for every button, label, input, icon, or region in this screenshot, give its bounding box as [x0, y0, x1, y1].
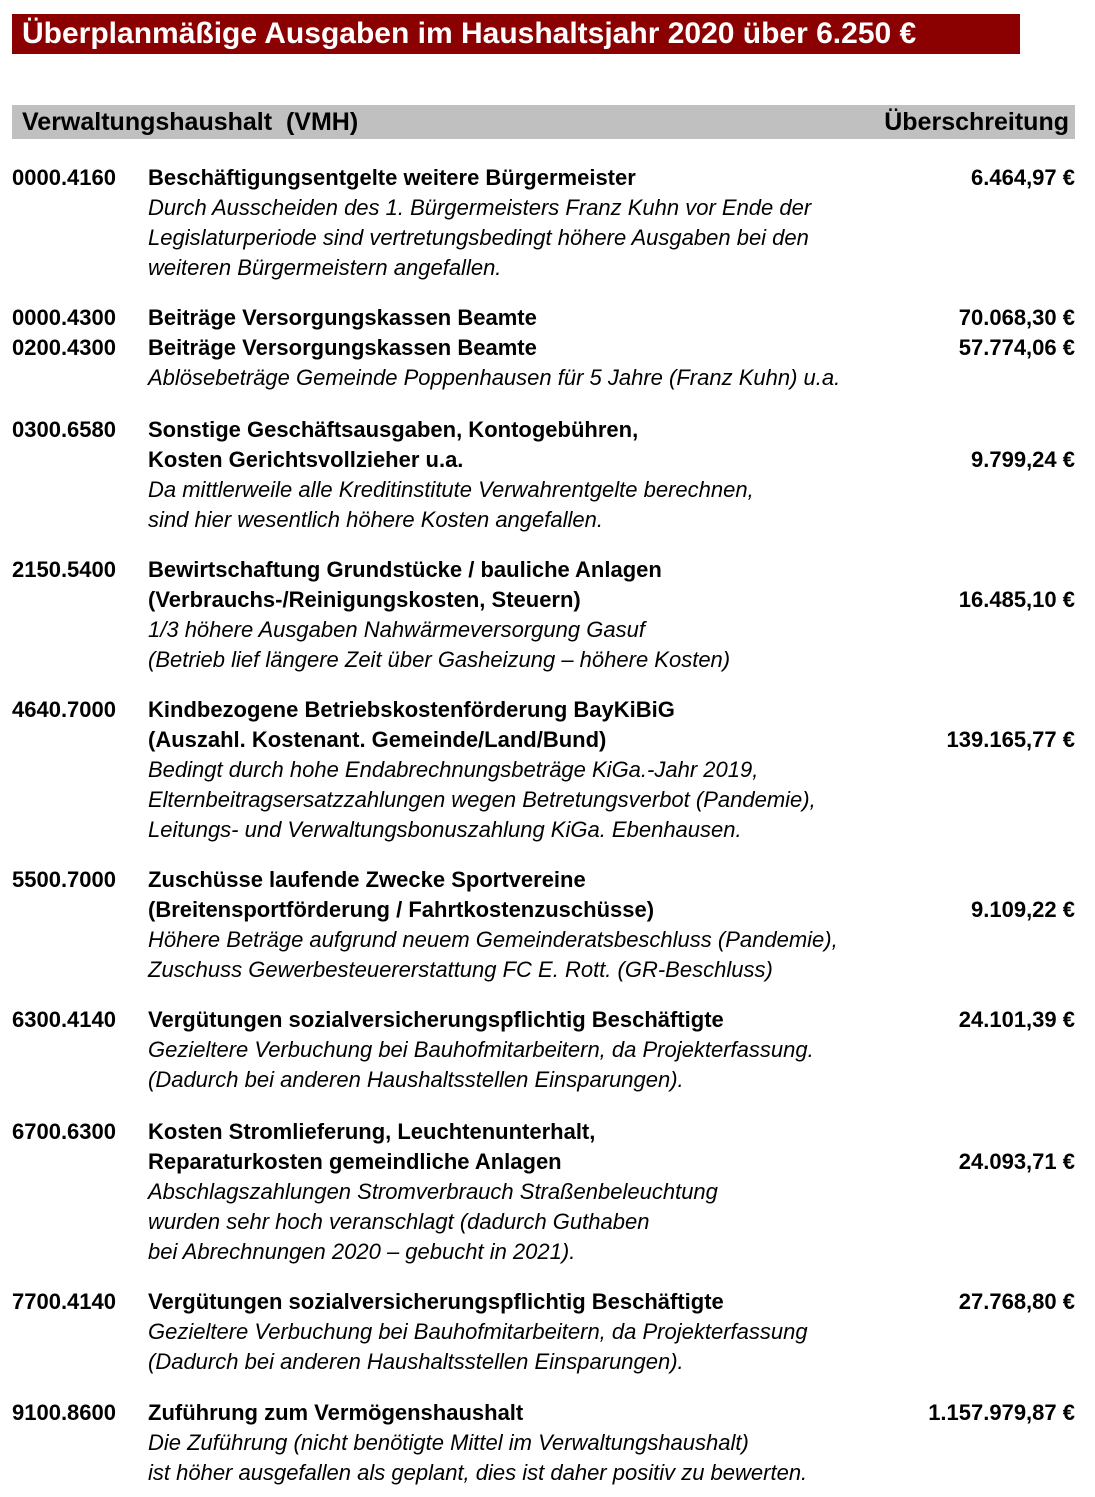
entry-description: bei Abrechnungen 2020 – gebucht in 2021). [148, 1239, 576, 1264]
entry-title-line [0, 445, 1095, 475]
account-title: (Breitensportförderung / Fahrtkostenzuschüsse) [148, 897, 655, 922]
entry-title-line [0, 1398, 1095, 1428]
entry-title-line [0, 415, 1095, 445]
budget-entry [0, 1005, 1095, 1095]
account-code: 2150.5400 [12, 557, 116, 582]
account-title: Vergütungen sozialversicherungspflichtig Beschäftigte [148, 1289, 724, 1314]
entry-description-line [0, 1207, 1095, 1237]
budget-entry [0, 303, 1095, 333]
entry-description: Abschlagszahlungen Stromverbrauch Straßenbeleuchtung [148, 1179, 718, 1204]
account-title: Beiträge Versorgungskassen Beamte [148, 305, 537, 330]
entry-description-line [0, 925, 1095, 955]
entry-description: Da mittlerweile alle Kreditinstitute Verwahrentgelte berechnen, [148, 477, 754, 502]
entry-description: Bedingt durch hohe Endabrechnungsbeträge KiGa.-Jahr 2019, [148, 757, 759, 782]
entry-description: ist höher ausgefallen als geplant, dies ist daher positiv zu bewerten. [148, 1460, 808, 1485]
entry-description-line [0, 785, 1095, 815]
page-title: Überplanmäßige Ausgaben im Haushaltsjahr 2020 über 6.250 € [12, 14, 1020, 54]
entry-description: Leitungs- und Verwaltungsbonuszahlung KiGa. Ebenhausen. [148, 817, 742, 842]
account-code: 0200.4300 [12, 335, 116, 360]
entry-description: Ablösebeträge Gemeinde Poppenhausen für 5 Jahre (Franz Kuhn) u.a. [148, 365, 841, 390]
entry-description-line [0, 1035, 1095, 1065]
entry-description: weiteren Bürgermeistern angefallen. [148, 255, 502, 280]
entry-title-line [0, 1005, 1095, 1035]
budget-entry [0, 865, 1095, 985]
budget-entry [0, 1117, 1095, 1267]
budget-entry [0, 1398, 1095, 1488]
overrun-amount: 57.774,06 € [958, 335, 1075, 360]
entry-description: 1/3 höhere Ausgaben Nahwärmeversorgung Gasuf [148, 617, 645, 642]
entry-description: Gezieltere Verbuchung bei Bauhofmitarbeitern, da Projekterfassung [148, 1319, 808, 1344]
account-code: 7700.4140 [12, 1289, 116, 1314]
entry-description: sind hier wesentlich höhere Kosten angefallen. [148, 507, 603, 532]
account-title: Bewirtschaftung Grundstücke / bauliche Anlagen [148, 557, 662, 582]
overrun-amount: 6.464,97 € [971, 165, 1075, 190]
entry-description-line [0, 193, 1095, 223]
account-code: 9100.8600 [12, 1400, 116, 1425]
entry-description-line [0, 755, 1095, 785]
entry-title-line [0, 585, 1095, 615]
entry-description-line [0, 1065, 1095, 1095]
entry-description-line [0, 955, 1095, 985]
entry-description-line [0, 615, 1095, 645]
entry-title-line [0, 695, 1095, 725]
entry-description-line [0, 363, 1095, 393]
account-title: Kindbezogene Betriebskostenförderung BayKiBiG [148, 697, 675, 722]
entry-title-line [0, 1287, 1095, 1317]
entry-title-line [0, 163, 1095, 193]
account-title: Kosten Gerichtsvollzieher u.a. [148, 447, 464, 472]
budget-entry [0, 333, 1095, 393]
overrun-amount: 16.485,10 € [958, 587, 1075, 612]
account-title: Beiträge Versorgungskassen Beamte [148, 335, 537, 360]
budget-entry [0, 1287, 1095, 1377]
account-code: 5500.7000 [12, 867, 116, 892]
entry-title-line [0, 333, 1095, 363]
entry-description-line [0, 1237, 1095, 1267]
entry-description: wurden sehr hoch veranschlagt (dadurch Guthaben [148, 1209, 650, 1234]
account-code: 4640.7000 [12, 697, 116, 722]
entry-description: Durch Ausscheiden des 1. Bürgermeisters Franz Kuhn vor Ende der [148, 195, 812, 220]
budget-entry [0, 163, 1095, 283]
overrun-amount: 27.768,80 € [958, 1289, 1075, 1314]
account-title: Kosten Stromlieferung, Leuchtenunterhalt, [148, 1119, 596, 1144]
account-title: (Verbrauchs-/Reinigungskosten, Steuern) [148, 587, 581, 612]
account-code: 0000.4300 [12, 305, 116, 330]
account-title: Zuführung zum Vermögenshaushalt [148, 1400, 524, 1425]
entry-title-line [0, 865, 1095, 895]
entry-description: (Dadurch bei anderen Haushaltsstellen Einsparungen). [148, 1067, 684, 1092]
entry-description: Zuschuss Gewerbesteuererstattung FC E. Rott. (GR-Beschluss) [148, 957, 773, 982]
overrun-amount: 9.109,22 € [971, 897, 1075, 922]
entry-description-line [0, 1177, 1095, 1207]
budget-entry [0, 415, 1095, 535]
section-label: Verwaltungshaushalt (VMH) [22, 108, 359, 136]
account-title: Beschäftigungsentgelte weitere Bürgermeister [148, 165, 636, 190]
overrun-amount: 9.799,24 € [971, 447, 1075, 472]
entry-description-line [0, 505, 1095, 535]
account-title: Sonstige Geschäftsausgaben, Kontogebühren, [148, 417, 639, 442]
entry-description-line [0, 815, 1095, 845]
overrun-amount: 24.093,71 € [958, 1149, 1075, 1174]
entry-description-line [0, 475, 1095, 505]
account-code: 0300.6580 [12, 417, 116, 442]
account-title: Vergütungen sozialversicherungspflichtig Beschäftigte [148, 1007, 724, 1032]
entry-title-line [0, 725, 1095, 755]
entry-title-line [0, 895, 1095, 925]
account-code: 0000.4160 [12, 165, 116, 190]
entry-description: Höhere Beträge aufgrund neuem Gemeinderatsbeschluss (Pandemie), [148, 927, 838, 952]
entry-title-line [0, 303, 1095, 333]
account-code: 6700.6300 [12, 1119, 116, 1144]
entry-description: Gezieltere Verbuchung bei Bauhofmitarbeitern, da Projekterfassung. [148, 1037, 814, 1062]
budget-entry [0, 555, 1095, 675]
overrun-amount: 24.101,39 € [958, 1007, 1075, 1032]
entry-description-line [0, 1317, 1095, 1347]
entry-title-line [0, 1147, 1095, 1177]
overrun-amount: 139.165,77 € [946, 727, 1075, 752]
entry-description-line [0, 1458, 1095, 1488]
entry-description: Elternbeitragsersatzzahlungen wegen Betretungsverbot (Pandemie), [148, 787, 816, 812]
account-title: Reparaturkosten gemeindliche Anlagen [148, 1149, 562, 1174]
entry-description: Die Zuführung (nicht benötigte Mittel im Verwaltungshaushalt) [148, 1430, 749, 1455]
column-header-overrun: Überschreitung [884, 108, 1069, 136]
entry-description-line [0, 1428, 1095, 1458]
overrun-amount: 1.157.979,87 € [928, 1400, 1075, 1425]
entry-description: (Betrieb lief längere Zeit über Gasheizung – höhere Kosten) [148, 647, 731, 672]
overrun-amount: 70.068,30 € [958, 305, 1075, 330]
section-header [12, 105, 1075, 139]
account-title: Zuschüsse laufende Zwecke Sportvereine [148, 867, 586, 892]
account-code: 6300.4140 [12, 1007, 116, 1032]
entry-description: Legislaturperiode sind vertretungsbedingt höhere Ausgaben bei den [148, 225, 809, 250]
entry-description-line [0, 645, 1095, 675]
entry-description-line [0, 1347, 1095, 1377]
entry-description: (Dadurch bei anderen Haushaltsstellen Einsparungen). [148, 1349, 684, 1374]
entry-description-line [0, 253, 1095, 283]
entry-description-line [0, 223, 1095, 253]
budget-entry [0, 695, 1095, 845]
entry-title-line [0, 555, 1095, 585]
account-title: (Auszahl. Kostenant. Gemeinde/Land/Bund) [148, 727, 607, 752]
entry-title-line [0, 1117, 1095, 1147]
